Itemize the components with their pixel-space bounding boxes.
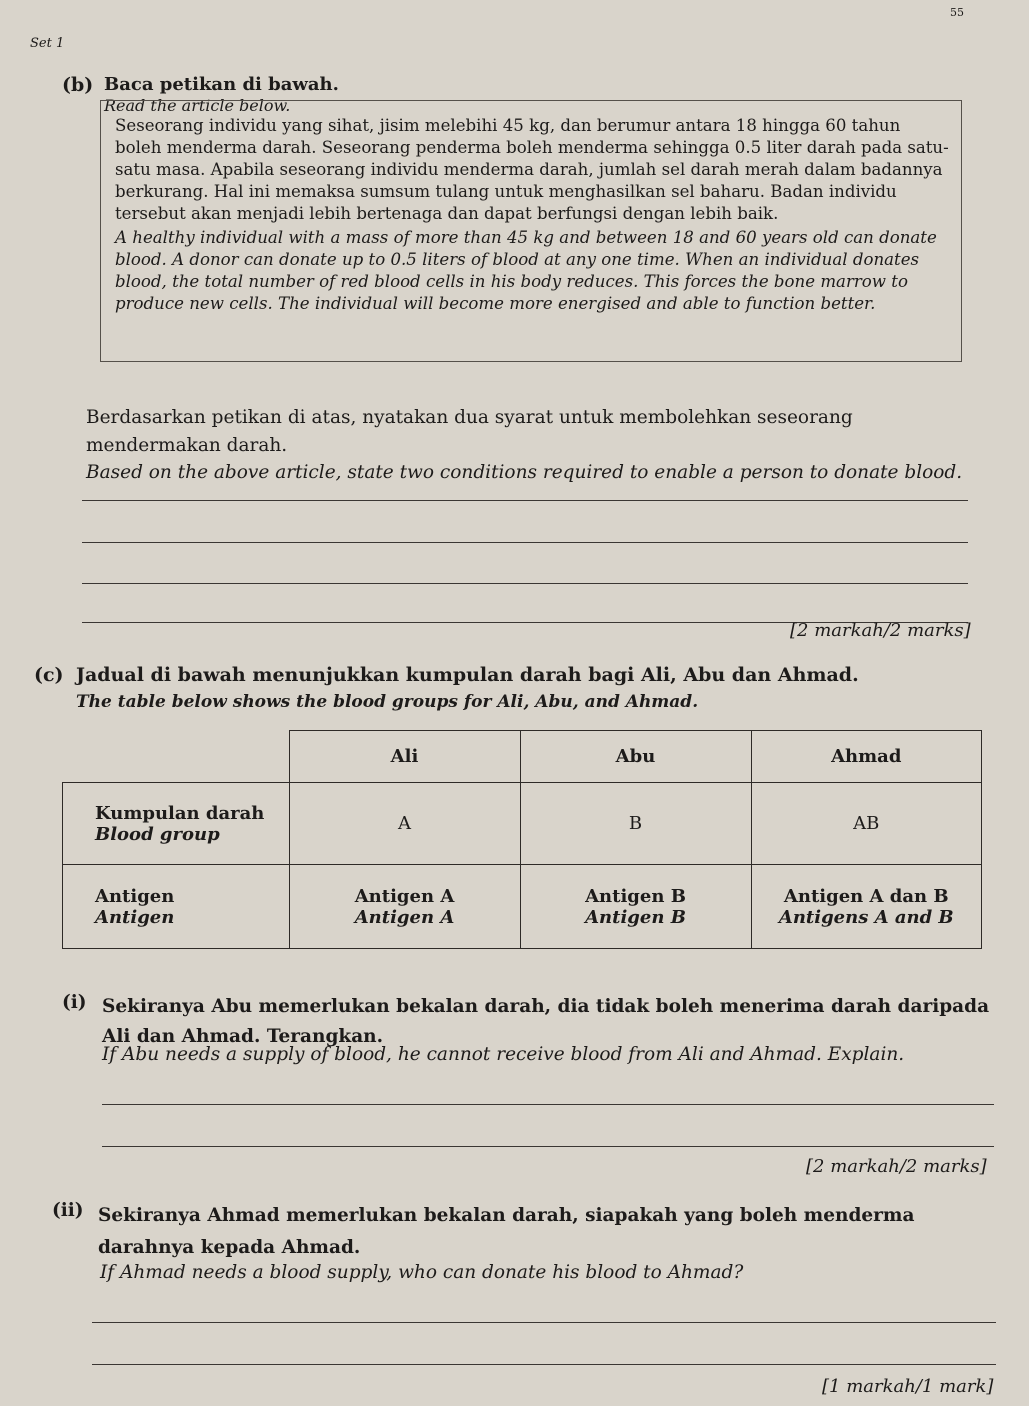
cell-ali-antigen-en: Antigen A	[354, 906, 455, 928]
part-b-label: (b)	[62, 74, 94, 96]
cell-abu-antigen-ms: Antigen B	[585, 885, 686, 907]
part-b-instruction-en: Read the article below.	[104, 96, 291, 115]
question-b-english: Based on the above article, state two conditions required to enable a person to donate blood.	[86, 462, 963, 483]
marks-q2: [1 markah/1 mark]	[822, 1376, 994, 1397]
table-row	[63, 783, 982, 865]
cell-ahmad-antigen-en: Antigens A and B	[778, 906, 954, 928]
row-label-antigen	[63, 865, 290, 949]
row-label-antigen-en: Antigen	[95, 906, 175, 928]
article-malay: Seseorang individu yang sihat, jisim melebihi 45 kg, dan berumur antara 18 hingga 60 tahun boleh menderma darah. Seseorang penderma boleh menderma sehingga 0.5 liter darah pada satu-satu masa. Apabila seseorang individu menderma darah, jumlah sel darah merah dalam badannya berkurang. Hal ini memaksa sumsum tulang untuk menghasilkan sel baharu. Badan individu tersebut akan menjadi lebih bertenaga dan dapat berfungsi dengan lebih baik.	[115, 116, 949, 223]
row-label-antigen-ms: Antigen	[95, 885, 175, 907]
column-header-ali: Ali	[289, 731, 520, 783]
answer-line-b-3[interactable]	[82, 583, 968, 584]
row-label-blood-group	[63, 783, 290, 865]
part-c-intro-ms: Jadual di bawah menunjukkan kumpulan darah bagi Ali, Abu dan Ahmad.	[76, 664, 859, 686]
cell-ali-antigen-ms: Antigen A	[354, 885, 455, 907]
q2-text-ms: Sekiranya Ahmad memerlukan bekalan darah, siapakah yang boleh menderma darahnya kepada Ahmad.	[98, 1205, 915, 1258]
cell-ahmad-antigen	[751, 865, 982, 949]
page-number: 55	[950, 6, 964, 19]
q1-text-ms: Sekiranya Abu memerlukan bekalan darah, dia tidak boleh menerima darah daripada Ali dan Ahmad. Terangkan.	[102, 996, 990, 1047]
article-box	[100, 100, 962, 362]
marks-q1: [2 markah/2 marks]	[806, 1156, 987, 1177]
cell-ali-antigen	[289, 865, 520, 949]
q2-text-en: If Ahmad needs a blood supply, who can donate his blood to Ahmad?	[100, 1262, 744, 1283]
cell-ahmad-antigen-ms: Antigen A dan B	[783, 885, 949, 907]
cell-abu-antigen-en: Antigen B	[585, 906, 686, 928]
article-english: A healthy individual with a mass of more than 45 kg and between 18 and 60 years old can donate blood. A donor can donate up to 0.5 liters of blood at any one time. When an individual donates blood, the total number of red blood cells in his body reduces. This forces the bone marrow to produce new cells. The individual will become more energised and able to function better.	[115, 228, 937, 313]
q1-label: (i)	[62, 992, 87, 1013]
cell-abu-blood-group: B	[520, 783, 751, 865]
question-b-malay: Berdasarkan petikan di atas, nyatakan dua syarat untuk membolehkan seseorang mendermakan darah.	[86, 407, 853, 456]
cell-ali-blood-group: A	[289, 783, 520, 865]
q1-text-en: If Abu needs a supply of blood, he cannot receive blood from Ali and Ahmad. Explain.	[102, 1044, 905, 1065]
part-b-instruction-ms: Baca petikan di bawah.	[104, 74, 339, 95]
row-label-blood-group-ms: Kumpulan darah	[95, 802, 265, 824]
part-c-label: (c)	[34, 664, 64, 686]
marks-b: [2 markah/2 marks]	[790, 620, 971, 641]
answer-line-q2-2[interactable]	[92, 1364, 996, 1365]
set-label: Set 1	[30, 36, 65, 51]
answer-line-b-1[interactable]	[82, 500, 968, 501]
column-header-ahmad: Ahmad	[751, 731, 982, 783]
column-header-abu: Abu	[520, 731, 751, 783]
answer-line-q2-1[interactable]	[92, 1322, 996, 1323]
answer-line-b-2[interactable]	[82, 542, 968, 543]
blood-group-table	[62, 730, 982, 949]
cell-abu-antigen	[520, 865, 751, 949]
table-corner-cell	[63, 731, 290, 783]
table-row	[63, 865, 982, 949]
row-label-blood-group-en: Blood group	[95, 823, 220, 845]
answer-line-q1-1[interactable]	[102, 1104, 994, 1105]
q2-label: (ii)	[52, 1200, 84, 1221]
answer-line-q1-2[interactable]	[102, 1146, 994, 1147]
part-c-intro-en: The table below shows the blood groups for Ali, Abu, and Ahmad.	[76, 692, 699, 712]
cell-ahmad-blood-group: AB	[751, 783, 982, 865]
